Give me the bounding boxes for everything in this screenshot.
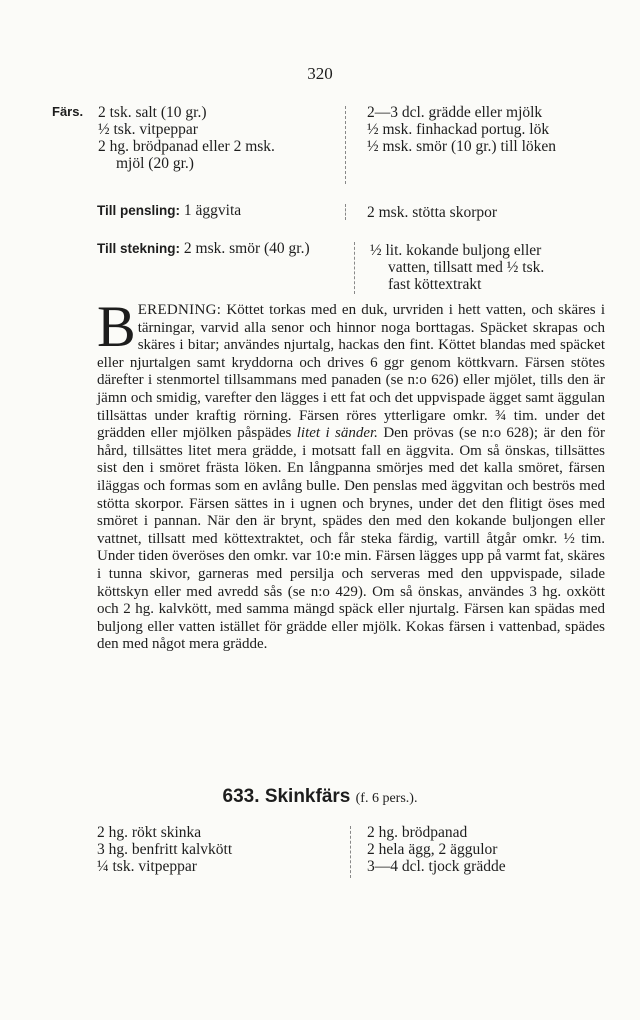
pensling-label: Till pensling: [97, 203, 181, 218]
preparation-part-2: Den prövas (se n:o 628); är den för hård, tillsättes litet mera grädde, i motsatt fall en äggvita. Om så önskas, tillsättes sist den i smöret frästa löken. En långpanna smörjes med det kalla smöret, färsen iläggas och formas som en avlång bulle. Den penslas med äggvitan och beströs med stötta skorpor. Färsen sättes in i ugnen och brynes, under det den flitigt öses med smöret i pannan. När den är brynt, spädes den med den kokande buljongen eller vattnet, tillsatt med köttextraktet, och får steka färdig, vartill åtgår omkr. ½ tim. Under tiden överöses den omkr. var 10:e min. Färsen lägges upp på varmt fat, skäres i tunna skivor, garneras med persilja och serveras med den uppvispade, silade köttskyn eller med avredd sås (se n:o 429). Om så önskas, användes 3 hg. oxkött och 2 hg. kalvkött, med samma mängd späck eller njurtalg. Färsen kan spädas med buljong eller vatten istället för grädde eller mjölk. Kokas färsen i vattenbad, spädes den med något mera grädde. [97, 425, 606, 653]
section-label-fars: Färs. [52, 104, 84, 119]
ingredient: ½ tsk. vitpeppar [98, 121, 198, 138]
skinkfars-ingredients-left [97, 824, 337, 875]
preparation-emphasis: litet i sänder. [296, 425, 378, 442]
ingredient: 2 tsk. salt (10 gr.) [98, 104, 207, 121]
page-number: 320 [307, 64, 333, 83]
fars-ingredients-left [98, 104, 338, 172]
preparation-part-1: Köttet torkas med en duk, urvriden i hett vatten, och skäres i tärningar, varvid alla senor och hinnor noga borttagas. Späcket skrapas och skäres i bitar; användes njurtalg, hackas den fint. Köttet blandas med späcket eller njurtalgen samt kryddorna och drives 6 ggr genom köttkvarn. Färsen stötes därefter i stenmortel tillsammans med panaden (se n:o 626) eller mjölet, tills den är jämn och smidig, varefter den lägges i ett fat och det uppvispade ägget samt äggulan tillsättas under kraftig rörning. Färsen röres ytterligare omkr. ¾ tim. under det grädden eller mjölken påspädes [97, 302, 605, 442]
ingredient: 2 msk. stötta skorpor [367, 204, 498, 221]
preparation-text [97, 294, 606, 654]
column-divider [345, 204, 346, 220]
pensling-row [97, 202, 337, 219]
stekning-value: 2 msk. smör (40 gr.) [183, 240, 310, 257]
ingredient: 2—3 dcl. grädde eller mjölk [367, 104, 543, 121]
preparation-lead: EREDNING: [137, 302, 222, 318]
stekning-right [370, 242, 610, 293]
skinkfars-ingredients-right [367, 824, 607, 875]
pensling-right [367, 204, 607, 221]
ingredient: ½ msk. finhackad portug. lök [367, 121, 550, 138]
ingredient: ½ msk. smör (10 gr.) till löken [367, 138, 557, 155]
column-divider [345, 106, 346, 184]
ingredient: 2 hg. rökt skinka [97, 824, 202, 841]
recipe-title [0, 786, 640, 808]
ingredient: 2 hela ägg, 2 äggulor [367, 841, 498, 858]
pensling-value: 1 äggvita [183, 202, 242, 219]
ingredient: ½ lit. kokande buljong eller [370, 242, 542, 259]
drop-cap: B [97, 294, 136, 359]
stekning-row [97, 240, 359, 257]
column-divider [354, 242, 355, 294]
ingredient: mjöl (20 gr.) [116, 155, 194, 172]
ingredient: ¼ tsk. vitpeppar [97, 858, 197, 875]
recipe-servings: (f. 6 pers.). [355, 791, 418, 806]
ingredient: 2 hg. brödpanad [367, 824, 468, 841]
column-divider [350, 826, 351, 878]
ingredient: fast köttextrakt [388, 276, 482, 293]
ingredient: 3—4 dcl. tjock grädde [367, 858, 506, 875]
ingredient: vatten, tillsatt med ½ tsk. [388, 259, 545, 276]
ingredient: 3 hg. benfritt kalvkött [97, 841, 233, 858]
ingredient: 2 hg. brödpanad eller 2 msk. [98, 138, 275, 155]
fars-ingredients-right [367, 104, 607, 155]
recipe-name: Skinkfärs [264, 786, 351, 807]
stekning-label: Till stekning: [97, 241, 181, 256]
recipe-number: 633. [222, 786, 260, 807]
